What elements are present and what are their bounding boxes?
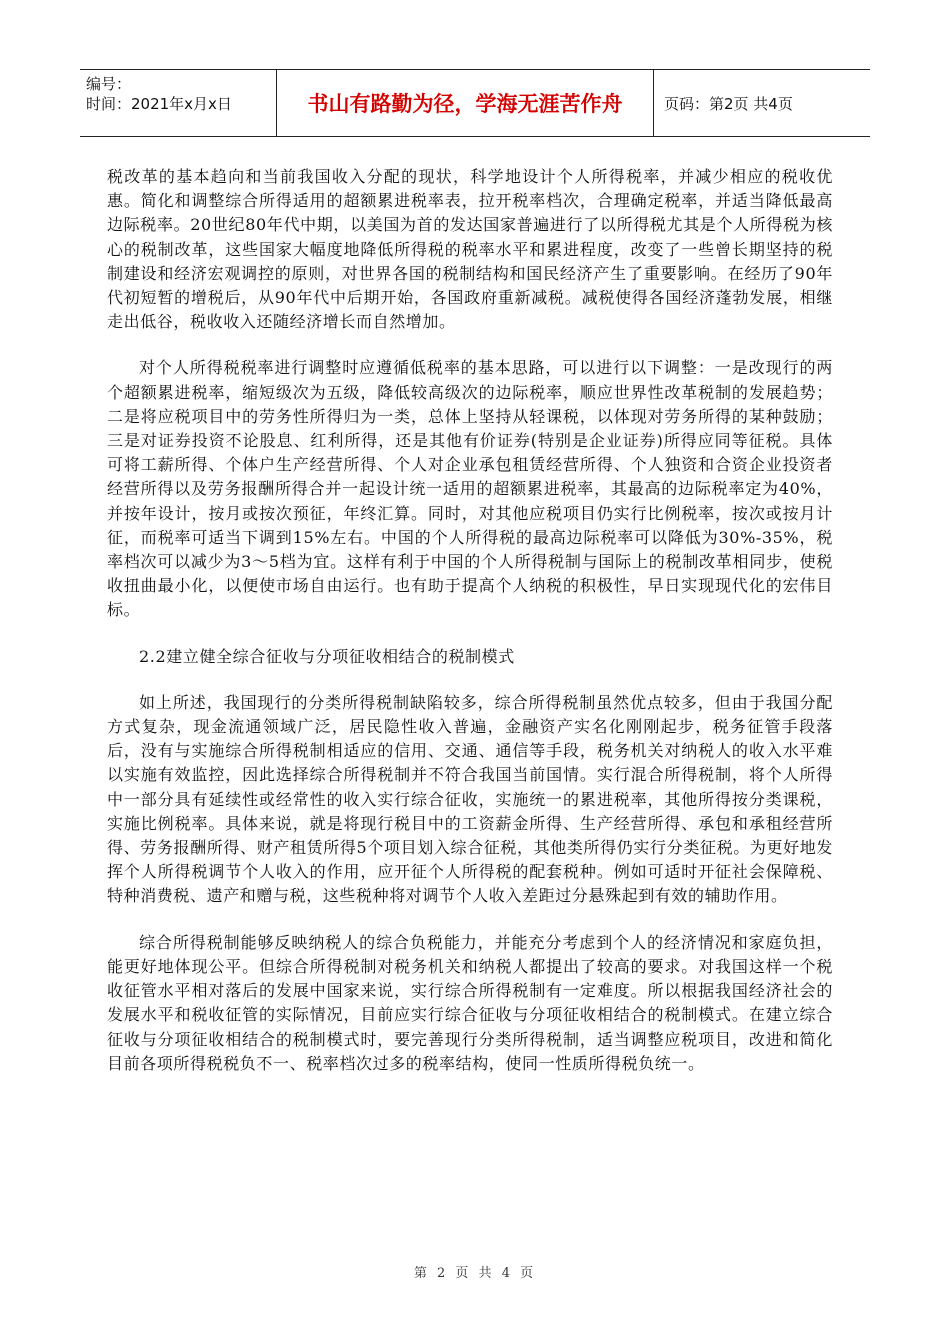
paragraph-tax-rate-adjustment: 对个人所得税税率进行调整时应遵循低税率的基本思路，可以进行以下调整：一是改现行的两个超额累进税率，缩短级次为五级，降低较高级次的边际税率，顺应世界性改革税制的发展趋势；二是将应税项目中的劳务性所得归为一类，总体上坚持从轻课税，以体现对劳务所得的某种鼓励；三是对证券投资不论股息、红利所得，还是其他有价证券(特别是企业证券)所得应同等征税。具体可将工薪所得、个体户生产经营所得、个人对企业承包租赁经营所得、个人独资和合资企业投资者经营所得以及劳务报酬所得合并一起设计统一适用的超额累进税率，其最高的边际税率定为40%，并按年设计，按月或按次预征，年终汇算。同时，对其他应税项目仍实行比例税率，按次或按月计征，而税率可适当下调到15%左右。中国的个人所得税的最高边际税率可以降低为30%-35%，税率档次可以减少为3～5档为宜。这样有利于中国的个人所得税制与国际上的税制改革相同步，使税收扭曲最小化，以便使市场自由运行。也有助于提高个人纳税的积极性，早日实现现代化的宏伟目标。 [107,358,833,620]
section-heading: 2.2建立健全综合征收与分项征收相结合的税制模式 [139,646,515,666]
paragraph-continuation: 税改革的基本趋向和当前我国收入分配的现状，科学地设计个人所得税率，并减少相应的税收优惠。简化和调整综合所得适用的超额累进税率表，拉开税率档次，合理确定税率，并适当降低最高边际税率。20世纪80年代中期，以美国为首的发达国家普遍进行了以所得税尤其是个人所得税为核心的税制改革，这些国家大幅度地降低所得税的税率水平和累进程度，改变了一些曾长期坚持的税制建设和经济宏观调控的原则，对世界各国的税制结构和国民经济产生了重要影响。在经历了90年代初短暂的增税后，从90年代中后期开始，各国政府重新减税。减税使得各国经济蓬勃发展，相继走出低谷，税收收入还随经济增长而自然增加。 [107,167,833,332]
document-body [107,165,833,1098]
paragraph-comprehensive-tax: 综合所得税制能够反映纳税人的综合负税能力，并能充分考虑到个人的经济情况和家庭负担，能更好地体现公平。但综合所得税制对税务机关和纳税人都提出了较高的要求。对我国这样一个税收征管水平相对落后的发展中国家来说，实行综合所得税制有一定难度。所以根据我国经济社会的发展水平和税收征管的实际情况，目前应实行综合征收与分项征收相结合的税制模式。在建立综合征收与分项征收相结合的税制模式时，要完善现行分类所得税制，适当调整应税项目，改进和简化目前各项所得税税负不一、税率档次过多的税率结构，使同一性质所得税负统一。 [107,932,833,1073]
header-meta [80,70,277,136]
document-number-label: 编号： [86,75,132,93]
paragraph-mixed-tax-system: 如上所述，我国现行的分类所得税制缺陷较多，综合所得税制虽然优点较多，但由于我国分配方式复杂，现金流通领域广泛，居民隐性收入普遍，金融资产实名化刚刚起步，税务征管手段落后，没有与实施综合所得税制相适应的信用、交通、通信等手段，税务机关对纳税人的收入水平难以实施有效监控，因此选择综合所得税制并不符合我国当前国情。实行混合所得税制，将个人所得中一部分具有延续性或经常性的收入实行综合征收，实施统一的累进税率，其他所得按分类课税，实施比例税率。具体来说，就是将现行税目中的工资薪金所得、生产经营所得、承包和承租经营所得、劳务报酬所得、财产租赁所得5个项目划入综合征税，其他类所得仍实行分类征税。为更好地发挥个人所得税调节个人收入的作用，应开征个人所得税的配套税种。例如可适时开征社会保障税、特种消费税、遗产和赠与税，这些税种将对调节个人收入差距过分悬殊起到有效的辅助作用。 [107,692,833,906]
header-motto: 书山有路勤为径，学海无涯苦作舟 [277,70,654,136]
page-header [80,69,870,137]
document-date: 时间：2021年x月x日 [86,95,232,113]
page-footer: 第 2 页 共 4 页 [413,1266,537,1281]
header-page-info: 页码：第2页 共4页 [664,94,793,113]
